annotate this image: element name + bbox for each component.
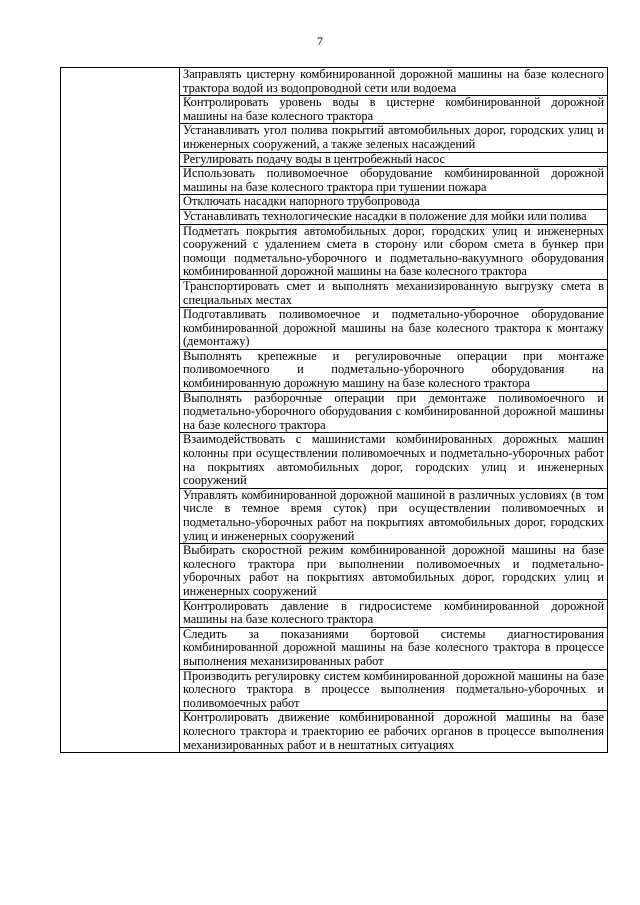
table-row <box>61 68 608 96</box>
table-cell: Отключать насадки напорного трубопровода <box>180 195 608 210</box>
table-cell: Взаимодействовать с машинистами комбинированных дорожных машин колонны при осуществлении поливомоечных и подметально-уборочных работ на покрытиях автомобильных дорог, городских улиц и инженерных сооружений <box>180 433 608 488</box>
table-cell: Заправлять цистерну комбинированной дорожной машины на базе колесного трактора водой из водопроводной сети или водоема <box>180 68 608 96</box>
table-cell: Использовать поливомоечное оборудование комбинированной дорожной машины на базе колесного трактора при тушении пожара <box>180 167 608 195</box>
table-cell: Регулировать подачу воды в центробежный насос <box>180 152 608 167</box>
table-cell: Устанавливать технологические насадки в положение для мойки или полива <box>180 209 608 224</box>
table-cell: Контролировать движение комбинированной дорожной машины на базе колесного трактора и траекторию ее рабочих органов в процессе выполнения механизированных работ и в нештатных ситуациях <box>180 711 608 753</box>
table-cell: Устанавливать угол полива покрытий автомобильных дорог, городских улиц и инженерных сооружений, а также зеленых насаждений <box>180 124 608 152</box>
table-cell: Подметать покрытия автомобильных дорог, городских улиц и инженерных сооружений с удалением смета в сторону или сбором смета в бункер при помощи подметально-уборочного и подметально-вакуумного оборудования комбинированной дорожной машины на базе колесного трактора <box>180 224 608 279</box>
table-cell: Следить за показаниями бортовой системы диагностирования комбинированной дорожной машины на базе колесного трактора в процессе выполнения механизированных работ <box>180 627 608 669</box>
table-cell: Производить регулировку систем комбинированной дорожной машины на базе колесного трактора в процессе выполнения подметально-уборочных и поливомоечных работ <box>180 669 608 711</box>
page-number: 7 <box>317 34 323 48</box>
table-cell: Выполнять разборочные операции при демонтаже поливомоечного и подметально-уборочного оборудования с комбинированной дорожной машины на базе колесного трактора <box>180 391 608 433</box>
labor-actions-table <box>60 67 608 753</box>
table-cell: Транспортировать смет и выполнять механизированную выгрузку смета в специальных местах <box>180 279 608 307</box>
table-cell: Подготавливать поливомоечное и подметально-уборочное оборудование комбинированной дорожной машины на базе колесного трактора к монтажу (демонтажу) <box>180 308 608 350</box>
table-cell: Управлять комбинированной дорожной машиной в различных условиях (в том числе в темное время суток) при осуществлении поливомоечных и подметально-уборочных работ на покрытиях автомобильных дорог, городских улиц и инженерных сооружений <box>180 488 608 543</box>
table-cell: Выбирать скоростной режим комбинированной дорожной машины на базе колесного трактора при выполнении поливомоечных и подметально-уборочных работ на покрытиях автомобильных дорог, городских улиц и инженерных сооружений <box>180 544 608 599</box>
table-left-cell <box>61 68 180 753</box>
table-cell: Контролировать уровень воды в цистерне комбинированной дорожной машины на базе колесного трактора <box>180 96 608 124</box>
table-cell: Выполнять крепежные и регулировочные операции при монтаже поливомоечного и подметально-уборочного оборудования на комбинированную дорожную машину на базе колесного трактора <box>180 349 608 391</box>
table-cell: Контролировать давление в гидросистеме комбинированной дорожной машины на базе колесного трактора <box>180 599 608 627</box>
